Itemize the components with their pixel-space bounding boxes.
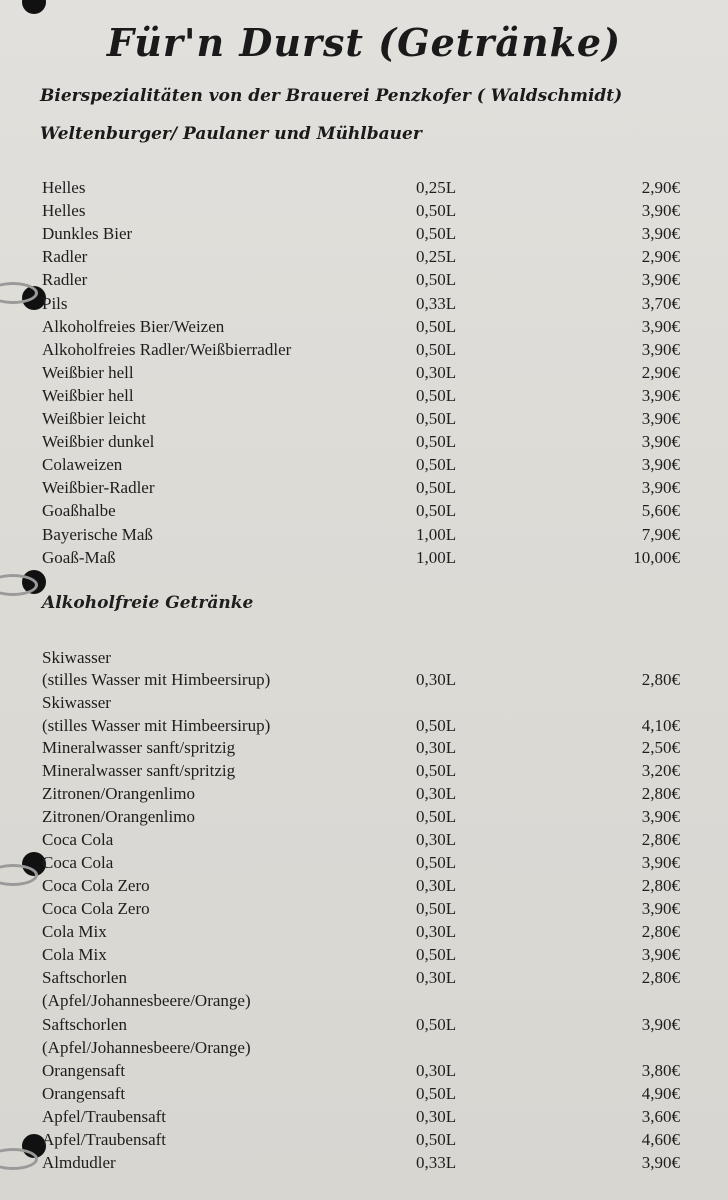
menu-item-name: Saftschorlen <box>42 968 127 987</box>
menu-item-volume: 0,50L <box>416 716 457 735</box>
menu-item-price: 2,80€ <box>641 876 680 895</box>
menu-item-name: Cola Mix <box>42 945 107 964</box>
menu-item <box>0 432 728 455</box>
menu-item-name: Almdudler <box>42 1153 116 1172</box>
menu-item-name: Zitronen/Orangenlimo <box>42 807 195 826</box>
menu-item <box>0 761 728 784</box>
menu-item-name: Skiwasser <box>42 648 111 667</box>
menu-item-volume: 0,30L <box>416 1107 457 1126</box>
menu-item-volume: 0,50L <box>416 761 457 780</box>
menu-item-volume: 0,50L <box>416 1084 457 1103</box>
menu-item-name: Alkoholfreies Radler/Weißbierradler <box>42 339 292 359</box>
menu-item-price: 7,90€ <box>641 524 680 544</box>
menu-item-name: Skiwasser <box>42 693 111 712</box>
menu-item-name: Coca Cola Zero <box>42 899 150 918</box>
menu-item <box>0 270 728 293</box>
menu-item <box>0 247 728 270</box>
brewery-subtitle: Bierspezialitäten von der Brauerei Penzkofer ( Waldschmidt) <box>40 86 623 106</box>
menu-item-volume: 0,25L <box>416 247 457 267</box>
menu-item-volume: 0,30L <box>416 784 457 803</box>
menu-item-volume: 0,50L <box>416 339 457 359</box>
menu-item-name: Goaßhalbe <box>42 501 116 521</box>
menu-item-name: Coca Cola Zero <box>42 876 150 895</box>
menu-item-price: 4,60€ <box>641 1130 680 1149</box>
menu-item-note: (Apfel/Johannesbeere/Orange) <box>42 991 251 1010</box>
menu-item <box>0 945 728 968</box>
menu-item-volume: 0,30L <box>416 830 457 849</box>
menu-item <box>0 899 728 922</box>
menu-item <box>0 670 728 693</box>
menu-item-price: 3,90€ <box>641 945 680 964</box>
menu-item-name: Zitronen/Orangenlimo <box>42 784 195 803</box>
menu-item <box>0 1015 728 1038</box>
menu-item-volume: 0,30L <box>416 670 457 689</box>
menu-item-price: 3,90€ <box>641 478 680 498</box>
menu-item-name: Weißbier hell <box>42 385 134 405</box>
menu-item-name: Mineralwasser sanft/spritzig <box>42 761 236 780</box>
softdrinks-title: Alkoholfreie Getränke <box>42 593 254 613</box>
menu-item-price: 3,90€ <box>641 409 680 428</box>
menu-item-note: (Apfel/Johannesbeere/Orange) <box>42 1038 251 1057</box>
menu-item <box>0 501 728 524</box>
menu-item-name: Cola Mix <box>42 922 107 941</box>
menu-item-price: 3,90€ <box>641 270 680 290</box>
menu-item-volume: 0,30L <box>416 362 457 382</box>
menu-item-volume: 0,50L <box>416 807 457 826</box>
menu-item-price: 2,50€ <box>641 738 680 757</box>
menu-item-volume: 0,33L <box>416 1153 457 1172</box>
menu-item-name: Alkoholfreies Bier/Weizen <box>42 316 225 336</box>
menu-item-name: Helles <box>42 201 86 221</box>
menu-item-price: 3,90€ <box>641 899 680 918</box>
menu-item <box>0 340 728 363</box>
menu-item-price: 3,90€ <box>641 1015 680 1034</box>
menu-item <box>0 1084 728 1107</box>
menu-item <box>0 363 728 386</box>
brewery-brands: Weltenburger/ Paulaner und Mühlbauer <box>40 124 422 144</box>
menu-item-name: Pils <box>42 293 68 313</box>
menu-item-volume: 0,50L <box>416 385 457 405</box>
menu-item-price: 3,90€ <box>641 385 680 405</box>
menu-item-volume: 0,30L <box>416 968 457 987</box>
menu-item-note: (stilles Wasser mit Himbeersirup) <box>42 670 271 689</box>
page-title: Für'n Durst (Getränke) <box>106 20 622 65</box>
menu-item-price: 3,90€ <box>641 201 680 221</box>
menu-item-name: Apfel/Traubensaft <box>42 1130 167 1149</box>
menu-item-price: 3,90€ <box>641 807 680 826</box>
menu-item-name: Orangensaft <box>42 1084 126 1103</box>
menu-item <box>0 922 728 945</box>
menu-item-name: Coca Cola <box>42 853 114 872</box>
menu-item-price: 2,80€ <box>641 830 680 849</box>
menu-item <box>0 716 728 739</box>
menu-item-volume: 0,50L <box>416 899 457 918</box>
menu-item-price: 3,90€ <box>641 224 680 244</box>
menu-item <box>0 455 728 478</box>
menu-item-name: Saftschorlen <box>42 1015 127 1034</box>
menu-item-volume: 0,50L <box>416 409 457 428</box>
menu-item <box>0 224 728 247</box>
menu-item <box>0 1061 728 1084</box>
menu-item-name: Radler <box>42 247 88 267</box>
menu-item-volume: 0,50L <box>416 1130 457 1149</box>
menu-item <box>0 968 728 991</box>
menu-item <box>0 876 728 899</box>
menu-item <box>0 738 728 761</box>
menu-item-price: 2,90€ <box>641 178 680 197</box>
menu-item-price: 3,90€ <box>641 1153 680 1172</box>
menu-item <box>0 807 728 830</box>
menu-item-name: Apfel/Traubensaft <box>42 1107 167 1126</box>
menu-item-volume: 0,50L <box>416 432 457 452</box>
menu-item <box>0 784 728 807</box>
menu-item <box>0 830 728 853</box>
binder-hole-icon <box>22 0 46 14</box>
menu-item-price: 3,90€ <box>641 432 680 452</box>
menu-item-volume: 0,50L <box>416 201 457 221</box>
menu-item-price: 3,90€ <box>641 455 680 475</box>
menu-item-volume: 0,50L <box>416 945 457 964</box>
menu-item-price: 2,80€ <box>641 784 680 803</box>
menu-item-price: 2,80€ <box>641 670 680 689</box>
menu-item-name: Weißbier dunkel <box>42 432 155 452</box>
menu-item-name: Orangensaft <box>42 1061 126 1080</box>
menu-item <box>0 201 728 224</box>
menu-item <box>0 294 728 317</box>
menu-item-name: Bayerische Maß <box>42 524 153 544</box>
menu-item-volume: 0,33L <box>416 293 457 313</box>
menu-item-name: Coca Cola <box>42 830 114 849</box>
menu-item <box>0 386 728 409</box>
menu-item-price: 2,90€ <box>641 247 680 267</box>
menu-item-price: 3,90€ <box>641 316 680 336</box>
menu-item-volume: 0,50L <box>416 501 457 521</box>
menu-item <box>0 409 728 432</box>
menu-item-note: (stilles Wasser mit Himbeersirup) <box>42 716 271 735</box>
menu-item-price: 10,00€ <box>633 547 680 567</box>
menu-item-price: 3,70€ <box>641 293 680 313</box>
menu-item-volume: 0,50L <box>416 853 457 872</box>
menu-item-volume: 1,00L <box>416 524 457 544</box>
menu-item-name: Goaß-Maß <box>42 547 116 567</box>
menu-item-volume: 0,50L <box>416 455 457 475</box>
menu-item <box>0 548 728 571</box>
menu-item-price: 3,60€ <box>641 1107 680 1126</box>
menu-item-volume: 0,30L <box>416 876 457 895</box>
menu-item-price: 3,90€ <box>641 853 680 872</box>
menu-item-volume: 0,30L <box>416 922 457 941</box>
menu-item <box>0 317 728 340</box>
menu-item-price: 3,80€ <box>641 1061 680 1080</box>
menu-item-name: Weißbier-Radler <box>42 478 155 498</box>
menu-item-price: 4,90€ <box>641 1084 680 1103</box>
menu-item <box>0 525 728 548</box>
menu-item-name: Colaweizen <box>42 455 123 475</box>
menu-item-volume: 0,50L <box>416 270 457 290</box>
menu-item-volume: 0,50L <box>416 224 457 244</box>
menu-item-price: 4,10€ <box>641 716 680 735</box>
menu-item-volume: 0,30L <box>416 738 457 757</box>
menu-item-volume: 0,50L <box>416 1015 457 1034</box>
menu-item-name: Weißbier leicht <box>42 409 146 428</box>
menu-item <box>0 178 728 201</box>
menu-item-name: Mineralwasser sanft/spritzig <box>42 738 236 757</box>
menu-item-volume: 0,50L <box>416 316 457 336</box>
menu-item-price: 2,90€ <box>641 362 680 382</box>
menu-item-name: Weißbier hell <box>42 362 134 382</box>
menu-item-volume: 0,30L <box>416 1061 457 1080</box>
menu-item <box>0 1153 728 1176</box>
menu-item-price: 2,80€ <box>641 922 680 941</box>
menu-item-volume: 0,25L <box>416 178 457 197</box>
menu-item-name: Radler <box>42 270 88 290</box>
menu-item <box>0 1130 728 1153</box>
menu-item <box>0 853 728 876</box>
menu-item-price: 2,80€ <box>641 968 680 987</box>
menu-item-price: 3,90€ <box>641 339 680 359</box>
menu-item-volume: 0,50L <box>416 478 457 498</box>
menu-item-price: 5,60€ <box>641 501 680 521</box>
menu-item-name: Dunkles Bier <box>42 224 133 244</box>
menu-item <box>0 1107 728 1130</box>
menu-item-name: Helles <box>42 178 86 197</box>
menu-item-volume: 1,00L <box>416 547 457 567</box>
menu-item-price: 3,20€ <box>641 761 680 780</box>
menu-item <box>0 478 728 501</box>
